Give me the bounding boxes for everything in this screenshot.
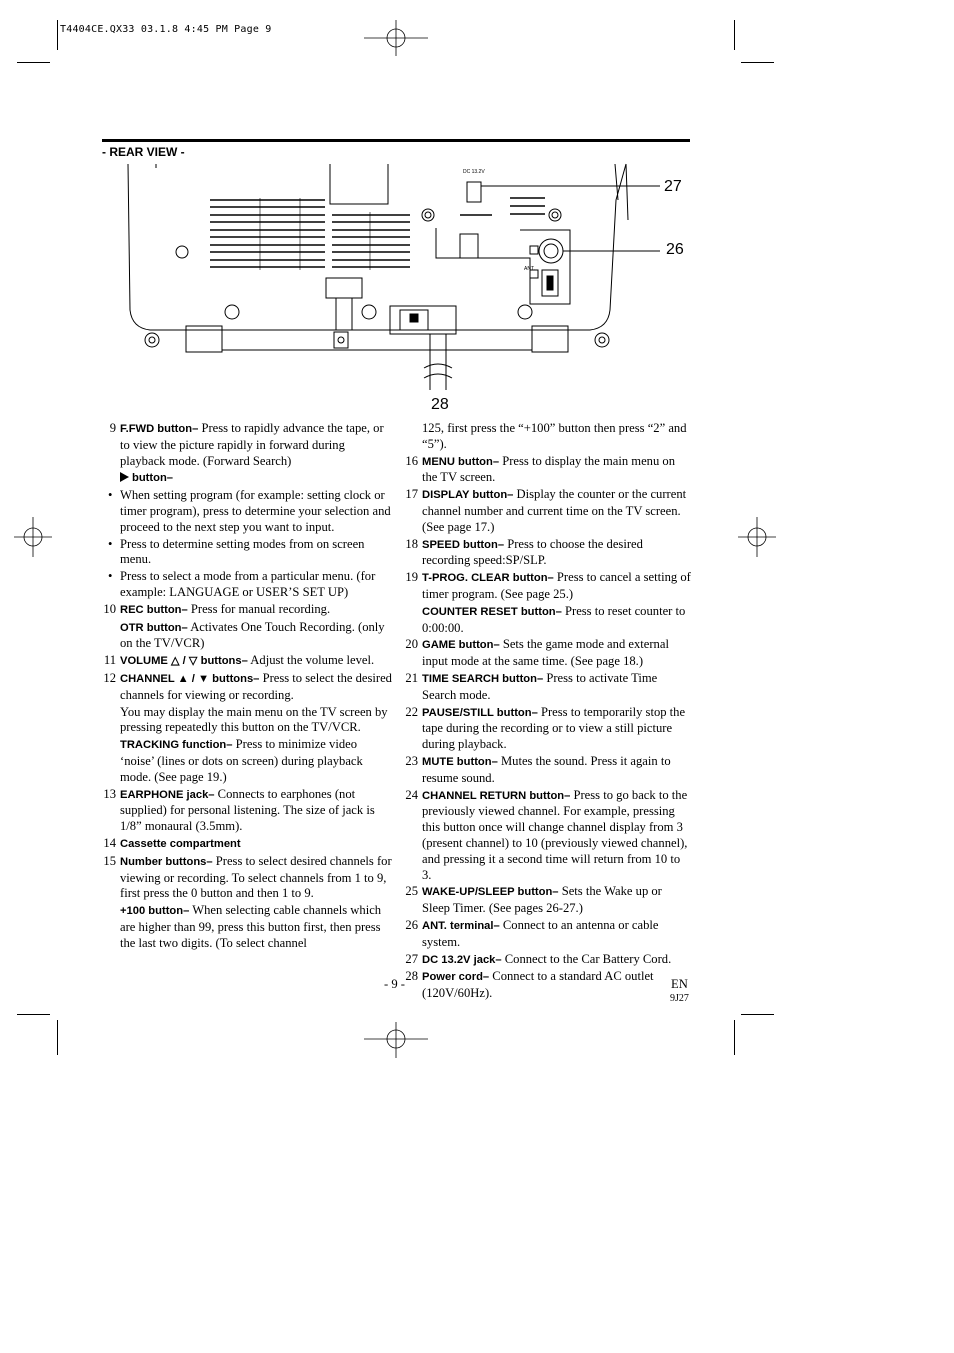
crop-mark bbox=[734, 1020, 735, 1055]
plus100-continued bbox=[404, 421, 692, 453]
item-11 bbox=[102, 653, 392, 670]
item-label: CHANNEL ▲ / ▼ buttons– bbox=[120, 672, 260, 685]
item-15 bbox=[102, 854, 392, 902]
item-number: 21 bbox=[405, 670, 418, 685]
item-label: Number buttons– bbox=[120, 855, 213, 868]
item-text: Mutes the sound. Press it again to resume sound. bbox=[422, 753, 671, 785]
item-26 bbox=[404, 918, 692, 951]
sub-text: You may display the main menu on the TV screen by pressing repeatedly this button on the TV/VCR. bbox=[120, 704, 388, 735]
section-rule bbox=[102, 139, 690, 142]
item-text: Press to activate Time Search mode. bbox=[422, 670, 658, 702]
item-label: WAKE-UP/SLEEP button– bbox=[422, 886, 559, 899]
sub-text: Press to reset counter to 0:00:00. bbox=[422, 603, 686, 635]
bullet-text: When setting program (for example: setting clock or timer program), press to determine your selection and proceed to the next step you want to input. bbox=[120, 488, 391, 534]
item-23 bbox=[404, 754, 692, 787]
item-text: Adjust the volume level. bbox=[247, 653, 375, 668]
item-text: Sets the game mode and external input mode at the same time. (See page 18.) bbox=[422, 637, 669, 669]
item-13 bbox=[102, 787, 392, 835]
item-text: Sets the Wake up or Sleep Timer. (See pages 26-27.) bbox=[422, 884, 662, 916]
item-label: TIME SEARCH button– bbox=[422, 672, 544, 685]
item-number: 18 bbox=[405, 536, 418, 551]
item-number: 12 bbox=[103, 670, 116, 685]
item-text: Connects to earphones (not supplied) for personal listening. The size of jack is 1/8” monaural (3.5mm). bbox=[120, 786, 375, 834]
language-code: EN bbox=[671, 977, 688, 991]
registration-target-bottom bbox=[364, 1022, 428, 1058]
sub-text: Press to minimize video ‘noise’ (lines or dots on screen) during playback mode. (See page 19.) bbox=[120, 737, 363, 784]
item-number: 17 bbox=[405, 487, 418, 502]
ant-label: ANT. bbox=[524, 266, 535, 272]
item-number: 20 bbox=[405, 637, 418, 652]
callout-26: 26 bbox=[666, 241, 684, 258]
item-number: 10 bbox=[103, 601, 116, 616]
item-number: 27 bbox=[405, 951, 418, 966]
item-number: 16 bbox=[405, 453, 418, 468]
bullet-icon: • bbox=[108, 536, 113, 551]
item-12 bbox=[102, 671, 392, 704]
item-24 bbox=[404, 788, 692, 884]
item-number: 14 bbox=[103, 835, 116, 850]
left-column bbox=[102, 421, 392, 953]
sub-label: +100 button– bbox=[120, 905, 190, 918]
item-number: 13 bbox=[103, 786, 116, 801]
item-22 bbox=[404, 705, 692, 753]
crop-mark bbox=[734, 20, 735, 50]
item-27 bbox=[404, 952, 692, 969]
item-25 bbox=[404, 884, 692, 917]
item-label: EARPHONE jack– bbox=[120, 788, 215, 801]
bullet-item bbox=[102, 537, 392, 569]
item-number: 19 bbox=[405, 570, 418, 585]
item-9 bbox=[102, 421, 392, 469]
item-label: CHANNEL RETURN button– bbox=[422, 789, 571, 802]
play-button-sub bbox=[102, 470, 392, 487]
item-text: Press for manual recording. bbox=[187, 601, 331, 616]
play-icon bbox=[120, 472, 129, 482]
item-text: Connect to a standard AC outlet (120V/60Hz). bbox=[422, 969, 654, 1001]
item-label: Power cord– bbox=[422, 971, 490, 984]
item-16 bbox=[404, 454, 692, 487]
item-28 bbox=[404, 969, 692, 1002]
item-label: REC button– bbox=[120, 603, 188, 616]
item-label: SPEED button– bbox=[422, 538, 505, 551]
sub-text: 125, first press the “+100” button then press “2” and “5”). bbox=[422, 421, 687, 451]
item-text: Press to go back to the previously viewed channel. For example, pressing this button once will change channel display from 3 (present channel) to 10 (previously viewed channel), and pressing it a second time will return from 10 to 3. bbox=[422, 787, 688, 882]
sub-text: When selecting cable channels which are higher than 99, press this button first, then press the last two digits. (To select channel bbox=[120, 903, 382, 950]
registration-target-right bbox=[738, 517, 776, 557]
bullet-text: Press to determine setting modes from on screen menu. bbox=[120, 536, 365, 567]
crop-mark bbox=[17, 62, 50, 63]
counter-reset-sub bbox=[404, 604, 692, 637]
channel-sub bbox=[102, 705, 392, 737]
tracking-sub bbox=[102, 737, 392, 785]
document-code: 9J27 bbox=[670, 993, 689, 1004]
item-number: 9 bbox=[109, 421, 116, 435]
item-number: 22 bbox=[405, 704, 418, 719]
rear-view-diagram bbox=[120, 160, 690, 420]
item-text: Press to choose the desired recording speed:SP/SLP. bbox=[422, 536, 643, 568]
item-number: 23 bbox=[405, 753, 418, 768]
otr-sub bbox=[102, 620, 392, 653]
item-label: MENU button– bbox=[422, 455, 500, 468]
item-text: Press to select desired channels for viewing or recording. To select channels from 1 to 9, first press the 0 button and then 1 to 9. bbox=[120, 853, 392, 901]
crop-mark bbox=[17, 1014, 50, 1015]
crop-mark bbox=[741, 62, 774, 63]
registration-target-top bbox=[364, 20, 428, 56]
item-text: Display the counter or the current channel number and current time on the TV screen. (See page 17.) bbox=[422, 487, 687, 534]
item-text: Press to cancel a setting of timer program. (See page 25.) bbox=[422, 570, 691, 601]
item-number: 28 bbox=[405, 969, 418, 984]
item-number: 15 bbox=[103, 853, 116, 868]
bullet-text: Press to select a mode from a particular menu. (for example: LANGUAGE or USER’S SET UP) bbox=[120, 569, 376, 599]
plus100-sub bbox=[102, 903, 392, 951]
registration-target-left bbox=[14, 517, 52, 557]
item-text: Press to temporarily stop the tape during the recording or to view a still picture during playback. bbox=[422, 704, 686, 752]
sub-text: Activates One Touch Recording. (only on the TV/VCR) bbox=[120, 619, 385, 651]
item-label: GAME button– bbox=[422, 639, 500, 652]
item-text: Press to rapidly advance the tape, or to view the picture rapidly in forward during playback mode. (Forward Search) bbox=[120, 421, 384, 468]
item-19 bbox=[404, 570, 692, 603]
dc-label: DC 13.2V bbox=[463, 169, 485, 175]
bullet-icon: • bbox=[108, 488, 113, 503]
item-number: 11 bbox=[103, 653, 116, 668]
item-label: ANT. terminal– bbox=[422, 919, 500, 932]
item-label: VOLUME △ / ▽ buttons– bbox=[120, 655, 248, 668]
page-number: - 9 - bbox=[384, 977, 405, 991]
bullet-item bbox=[102, 488, 392, 535]
crop-mark bbox=[57, 1020, 58, 1055]
item-number: 24 bbox=[405, 787, 418, 802]
crop-mark bbox=[57, 20, 58, 50]
item-number: 25 bbox=[405, 884, 418, 899]
item-text: Connect to an antenna or cable system. bbox=[422, 917, 659, 949]
item-label: F.FWD button– bbox=[120, 423, 199, 435]
item-17 bbox=[404, 487, 692, 535]
callout-27: 27 bbox=[664, 178, 682, 195]
item-text: Press to display the main menu on the TV screen. bbox=[422, 453, 676, 485]
section-title: - REAR VIEW - bbox=[102, 145, 185, 159]
item-label: MUTE button– bbox=[422, 755, 498, 768]
sub-label: button– bbox=[132, 472, 174, 485]
print-slug: T4404CE.QX33 03.1.8 4:45 PM Page 9 bbox=[60, 24, 272, 35]
item-label: DISPLAY button– bbox=[422, 489, 514, 502]
item-label: DC 13.2V jack– bbox=[422, 953, 502, 966]
sub-label: TRACKING function– bbox=[120, 739, 233, 752]
sub-label: OTR button– bbox=[120, 621, 188, 634]
sub-label: COUNTER RESET button– bbox=[422, 605, 562, 618]
item-text: Press to select the desired channels for viewing or recording. bbox=[120, 670, 392, 702]
right-column bbox=[404, 421, 692, 1003]
item-number: 26 bbox=[405, 917, 418, 932]
item-label: T-PROG. CLEAR button– bbox=[422, 572, 554, 585]
item-20 bbox=[404, 637, 692, 670]
item-10 bbox=[102, 602, 392, 619]
crop-mark bbox=[741, 1014, 774, 1015]
callout-28: 28 bbox=[431, 396, 449, 413]
bullet-item bbox=[102, 569, 392, 601]
item-21 bbox=[404, 671, 692, 704]
bullet-icon: • bbox=[108, 569, 113, 584]
item-label: PAUSE/STILL button– bbox=[422, 706, 538, 719]
item-text: Connect to the Car Battery Cord. bbox=[501, 951, 672, 966]
item-label: Cassette compartment bbox=[120, 837, 241, 850]
item-18 bbox=[404, 537, 692, 570]
item-14 bbox=[102, 836, 392, 853]
